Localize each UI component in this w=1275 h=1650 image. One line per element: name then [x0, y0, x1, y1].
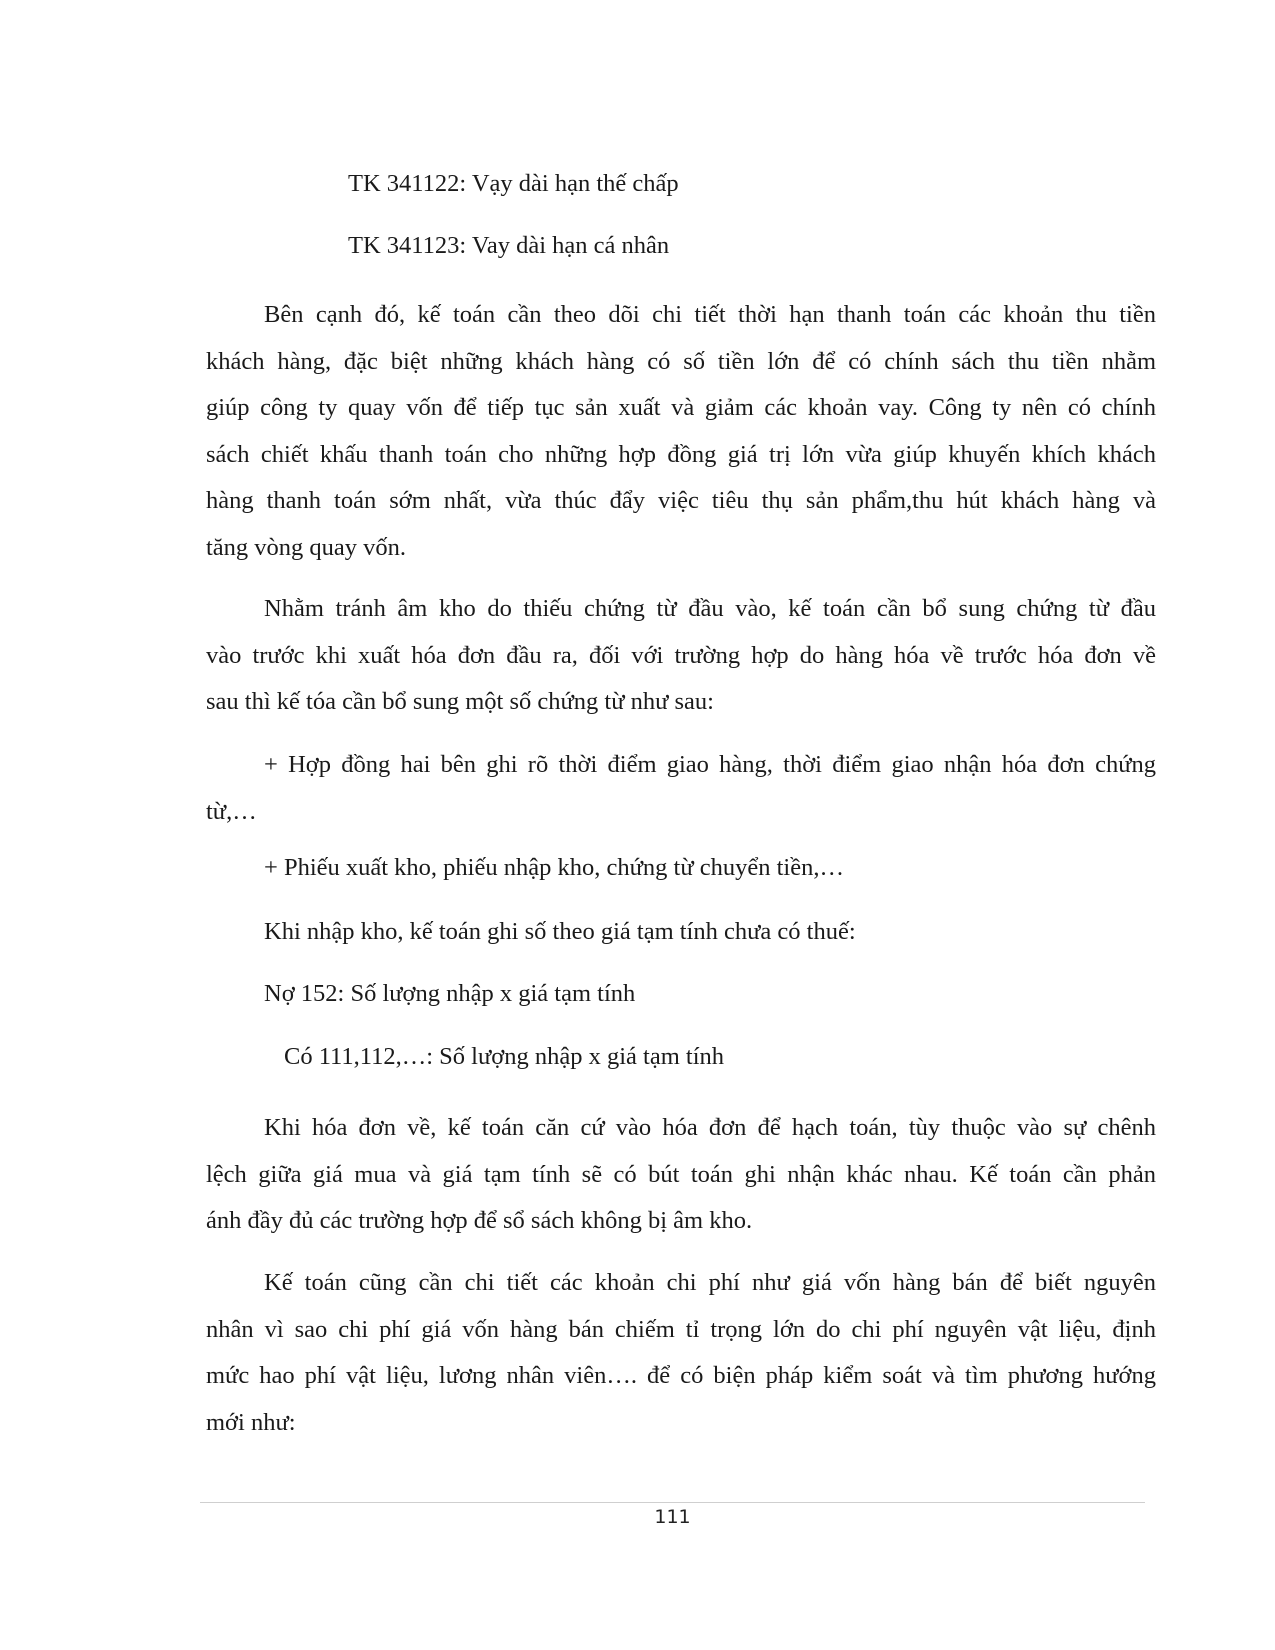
paragraph-line: từ,…: [206, 797, 257, 825]
paragraph-line: nhân vì sao chi phí giá vốn hàng bán chiếm tỉ trọng lớn do chi phí nguyên vật liệu, định: [206, 1315, 1156, 1343]
paragraph-line: lệch giữa giá mua và giá tạm tính sẽ có bút toán ghi nhận khác nhau. Kế toán cần phản: [206, 1160, 1156, 1188]
paragraph-line: + Hợp đồng hai bên ghi rõ thời điểm giao hàng, thời điểm giao nhận hóa đơn chứng: [264, 751, 1156, 778]
account-line-341122: TK 341122: Vạy dài hạn thế chấp: [348, 170, 679, 197]
paragraph-receivables: [206, 292, 1156, 571]
paragraph-line: ánh đầy đủ các trường hợp để sổ sách không bị âm kho.: [206, 1207, 753, 1234]
paragraph-line: Kế toán cũng cần chi tiết các khoản chi phí như giá vốn hàng bán để biết nguyên: [264, 1269, 1156, 1296]
account-line-341123: TK 341123: Vay dài hạn cá nhân: [348, 232, 670, 259]
paragraph-line: sách chiết khấu thanh toán cho những hợp đồng giá trị lớn vừa giúp khuyến khích khách: [206, 440, 1156, 468]
paragraph-line: Bên cạnh đó, kế toán cần theo dõi chi tiết thời hạn thanh toán các khoản thu tiền: [264, 301, 1156, 328]
paragraph-invoice: [206, 1105, 1156, 1245]
paragraph-line: sau thì kế tóa cần bổ sung một số chứng từ như sau:: [206, 688, 714, 715]
paragraph-cost-of-goods: [206, 1260, 1156, 1446]
paragraph-line: tăng vòng quay vốn.: [206, 533, 407, 561]
paragraph-line: mới như:: [206, 1408, 296, 1436]
paragraph-line: Khi hóa đơn về, kế toán căn cứ vào hóa đơn để hạch toán, tùy thuộc vào sự chênh: [264, 1114, 1156, 1141]
journal-credit-line: Có 111,112,…: Số lượng nhập x giá tạm tính: [284, 1043, 724, 1070]
paragraph-line: mức hao phí vật liệu, lương nhân viên…. để có biện pháp kiểm soát và tìm phương hướng: [206, 1362, 1156, 1389]
paragraph-line: giúp công ty quay vốn để tiếp tục sản xuất và giảm các khoản vay. Công ty nên có chính: [206, 394, 1156, 421]
journal-debit-line: Nợ 152: Số lượng nhập x giá tạm tính: [264, 980, 636, 1007]
paragraph-contract-item: [206, 742, 1156, 835]
paragraph-line: khách hàng, đặc biệt những khách hàng có số tiền lớn để có chính sách thu tiền nhằm: [206, 347, 1156, 375]
paragraph-line: vào trước khi xuất hóa đơn đầu ra, đối với trường hợp do hàng hóa về trước hóa đơn về: [206, 641, 1156, 669]
paragraph-line: Nhằm tránh âm kho do thiếu chứng từ đầu vào, kế toán cần bổ sung chứng từ đầu: [264, 595, 1156, 622]
paragraph-line: hàng thanh toán sớm nhất, vừa thúc đẩy việc tiêu thụ sản phẩm,thu hút khách hàng và: [206, 487, 1156, 514]
paragraph-inventory: [206, 586, 1156, 726]
page-number: 111: [654, 1506, 691, 1528]
paragraph-receiving: Khi nhập kho, kế toán ghi số theo giá tạm tính chưa có thuế:: [264, 918, 856, 945]
list-item-documents: + Phiếu xuất kho, phiếu nhập kho, chứng từ chuyển tiền,…: [264, 854, 844, 881]
